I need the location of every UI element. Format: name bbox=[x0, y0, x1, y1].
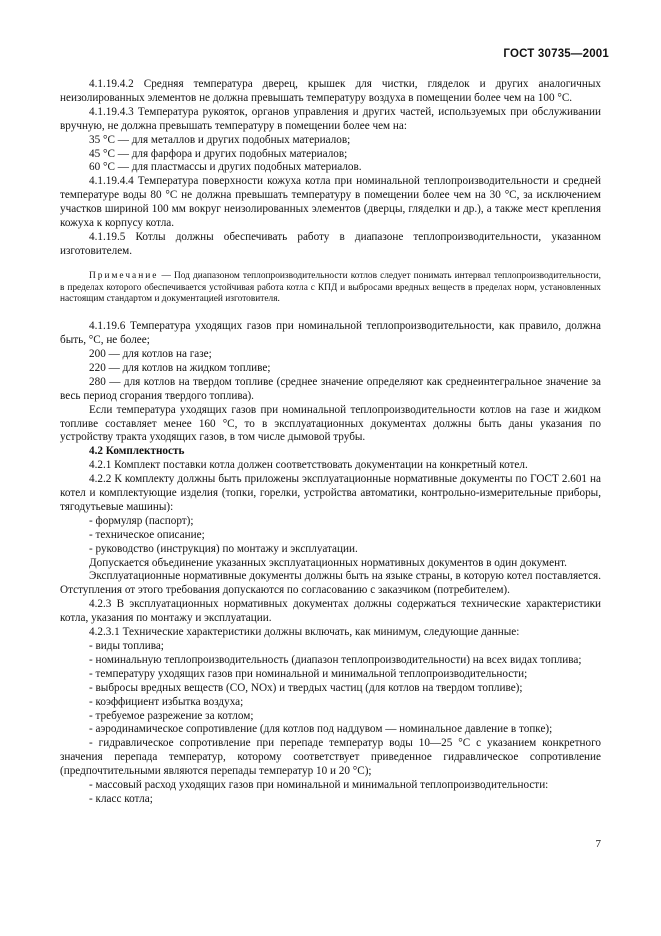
list-item: 280 — для котлов на твердом топливе (среднее значение определяют как среднеинтегральное значение за весь период сгорания твердого топлива). bbox=[60, 375, 601, 402]
paragraph-4-1-19-6: 4.1.19.6 Температура уходящих газов при номинальной теплопроизводительности, как правило, должна быть, °С, не более; bbox=[60, 320, 601, 347]
list-item: - массовый расход уходящих газов при номинальной и минимальной теплопроизводительности: bbox=[89, 779, 549, 792]
paragraph-4-1-19-4-3: 4.1.19.4.3 Температура рукояток, органов управления и других частей, используемых при обслуживании вручную, не должна превышать температуру в помещении более чем на: bbox=[60, 105, 601, 132]
paragraph: Если температура уходящих газов при номинальной теплопроизводительности котлов на газе и жидком топливе составляет менее 160 °С, то в эксплуатационных документах должны быть даны указания по устройству тракта уходящих газов, в том числе дымовой трубы. bbox=[60, 403, 601, 444]
list-item: - температуру уходящих газов при номинальной и минимальной теплопроизводительности; bbox=[89, 667, 528, 680]
paragraph-4-1-19-4-4: 4.1.19.4.4 Температура поверхности кожуха котла при номинальной теплопроизводительности и средней температуре воды 80 °С не должна превышать температуру в помещении более чем на 30 °С, за исключением участков шириной 100 мм вокруг неизолированных элементов (дверцы, гляделки и др.), а также мест крепления кожуха к корпусу котла. bbox=[60, 175, 601, 230]
list-item: - требуемое разрежение за котлом; bbox=[89, 709, 254, 722]
paragraph-4-1-19-5: 4.1.19.5 Котлы должны обеспечивать работу в диапазоне теплопроизводительности, указанном изготовителем. bbox=[60, 230, 601, 257]
list-item: - формуляр (паспорт); bbox=[89, 514, 194, 527]
list-item: - гидравлическое сопротивление при перепаде температур воды 10—25 °С с указанием конкретного значения перепада температур, которому соответствует приведенное гидравлическое сопротивление (предпочтительными являются перепады температур 10 и 20 °С); bbox=[60, 737, 601, 778]
paragraph-4-2-3: 4.2.3 В эксплуатационных нормативных документах должны содержаться технические характеристики котла, указания по монтажу и эксплуатации. bbox=[60, 598, 601, 625]
note-text: — Под диапазоном теплопроизводительности котлов следует понимать интервал теплопроизводительности, в пределах которого обеспечивается устойчивая работа котла с КПД и выбросами вредных веществ в пределах норм, установленных настоящим стандартом и документацией изготовителя. bbox=[60, 270, 601, 305]
list-item: 60 °С — для пластмассы и других подобных материалов. bbox=[89, 161, 362, 174]
paragraph-4-2-1: 4.2.1 Комплект поставки котла должен соответствовать документации на конкретный котел. bbox=[89, 459, 528, 472]
list-item: 200 — для котлов на газе; bbox=[89, 347, 212, 360]
list-item: 35 °С — для металлов и других подобных материалов; bbox=[89, 133, 351, 146]
list-item: - класс котла; bbox=[89, 792, 153, 805]
paragraph-4-1-19-4-2: 4.1.19.4.2 Средняя температура дверец, крышек для чистки, гляделок и других аналогичных неизолированных элементов не должна превышать температуру воздуха в помещении более чем на 100 °С. bbox=[60, 78, 601, 104]
paragraph: Допускается объединение указанных эксплуатационных нормативных документов в один документ. bbox=[89, 556, 567, 569]
paragraph-4-2-2: 4.2.2 К комплекту должны быть приложены эксплуатационные нормативные документы по ГОСТ 2.601 на котел и комплектующие изделия (топки, горелки, устройства автоматики, контрольно-измерительные приборы, тягодутьевые машины): bbox=[60, 473, 601, 513]
note bbox=[60, 271, 601, 306]
list-item: 45 °С — для фарфора и других подобных материалов; bbox=[89, 147, 348, 160]
list-item: - номинальную теплопроизводительность (диапазон теплопроизводительности) на всех видах топлива; bbox=[89, 653, 582, 666]
list-item: - виды топлива; bbox=[89, 640, 164, 653]
page-number: 7 bbox=[595, 838, 601, 850]
list-item: - аэродинамическое сопротивление (для котлов под наддувом — номинальное давление в топке); bbox=[89, 723, 553, 736]
paragraph: Эксплуатационные нормативные документы должны быть на языке страны, в которую котел поставляется. Отступления от этого требования допускаются по согласованию с заказчиком (потребителем). bbox=[60, 570, 601, 597]
document-body bbox=[60, 78, 601, 807]
paragraph-4-2-3-1: 4.2.3.1 Технические характеристики должны включать, как минимум, следующие данные: bbox=[89, 626, 520, 639]
document-header: ГОСТ 30735—2001 bbox=[503, 48, 609, 60]
section-title: 4.2 Комплектность bbox=[89, 445, 185, 458]
list-item: 220 — для котлов на жидком топливе; bbox=[89, 361, 271, 374]
list-item: - техническое описание; bbox=[89, 528, 205, 541]
list-item: - руководство (инструкция) по монтажу и эксплуатации. bbox=[89, 542, 358, 555]
note-label: Примечание bbox=[89, 270, 159, 281]
list-item: - выбросы вредных веществ (CO, NOx) и твердых частиц (для котлов на твердом топливе); bbox=[89, 681, 523, 694]
list-item: - коэффициент избытка воздуха; bbox=[89, 695, 244, 708]
